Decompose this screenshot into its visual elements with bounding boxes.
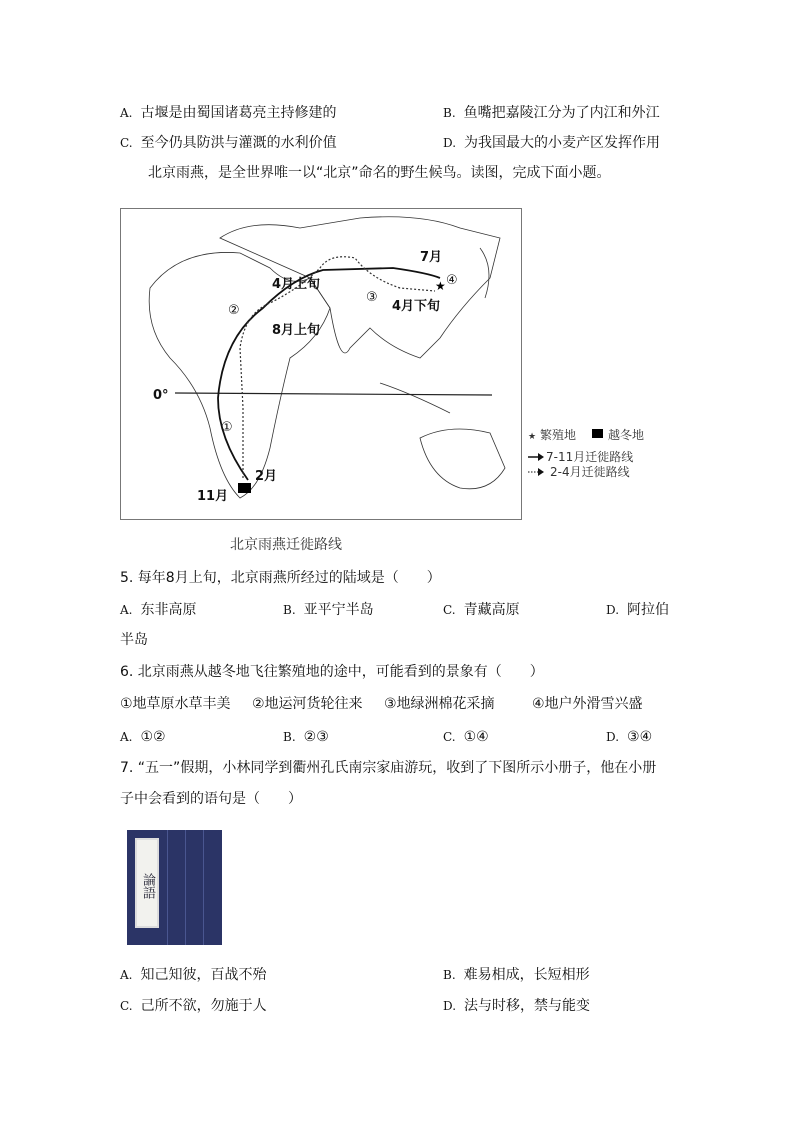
option-letter: B. [443,968,456,982]
option-letter: C. [443,603,456,617]
map-caption: 北京雨燕迁徙路线 [230,537,342,553]
option-letter: D. [606,603,620,617]
q6-item-1: ①地草原水草丰美 [120,696,231,712]
q6-option-a [120,728,166,746]
prev-option-c [120,134,337,152]
breeding-star-icon: ★ [435,279,446,293]
option-letter: B. [443,106,456,120]
option-text: 鱼嘴把嘉陵江分为了内江和外江 [463,105,660,121]
q6-item-4: ④地户外滑雪兴盛 [532,696,643,712]
option-text: 青藏高原 [463,602,520,618]
option-text: 法与时移，禁与能变 [464,998,591,1014]
option-letter: A. [120,603,133,617]
legend-route-jul-nov: 7-11月迁徙路线 [546,450,634,464]
option-text: ③④ [627,729,653,745]
q7-option-a [120,966,266,984]
q5-option-a [120,601,196,619]
legend-breeding: 繁殖地 [540,428,577,442]
legend-wintering-icon [592,429,603,438]
wintering-marker [238,483,251,493]
equator-label: 0° [153,388,169,403]
prev-option-d [443,134,660,152]
option-text: 东非高原 [140,602,197,618]
q5-option-d-wrap: 半岛 [120,632,148,648]
option-letter: B. [283,730,296,744]
option-letter: D. [443,136,457,150]
book-title: 論語 [135,838,159,928]
q7-stem-line2: 子中会看到的语句是（ ） [120,791,302,807]
option-letter: C. [120,999,133,1013]
label-nov: 11月 [197,489,229,504]
q6-item-3: ③地绿洲棉花采摘 [384,696,495,712]
q5-option-c [443,601,520,619]
q7-option-d [443,997,590,1015]
q7-option-c [120,997,267,1015]
q6-option-b [283,728,329,746]
q6-stem: 6. 北京雨燕从越冬地飞往繁殖地的途中，可能看到的景象有（ ） [120,664,544,680]
q6-item-2: ②地运河货轮往来 [252,696,363,712]
option-letter: C. [443,730,456,744]
legend-star-icon: ★ [528,432,537,442]
q7-stem-line1: 7. “五一”假期，小林同学到衢州孔氏南宗家庙游玩，收到了下图所示小册子，他在小册 [120,760,657,776]
marker-2: ② [228,303,240,318]
label-apr-early: 4月上旬 [272,277,321,292]
q6-option-d [606,728,652,746]
marker-1: ① [221,420,233,435]
option-text: 至今仍具防洪与灌溉的水利价值 [140,135,337,151]
label-apr-late: 4月下旬 [392,299,441,314]
option-text: 阿拉伯 [627,602,670,618]
label-aug-early: 8月上旬 [272,323,321,338]
option-text: 己所不欲，勿施于人 [140,998,267,1014]
prev-option-a [120,104,336,122]
q5-stem: 5. 每年8月上旬，北京雨燕所经过的陆域是（ ） [120,570,441,586]
migration-map [120,208,660,558]
option-letter: B. [283,603,296,617]
option-text: 为我国最大的小麦产区发挥作用 [464,135,661,151]
marker-3: ③ [366,290,378,305]
option-text: 知己知彼，百战不殆 [140,967,267,983]
legend-route-feb-apr: 2-4月迁徙路线 [550,465,630,479]
label-feb: 2月 [255,469,278,484]
option-text: 亚平宁半岛 [303,602,374,618]
option-letter: C. [120,136,133,150]
option-letter: D. [443,999,457,1013]
q5-option-b [283,601,374,619]
option-text: 古堰是由蜀国诸葛亮主持修建的 [140,105,337,121]
intro-text: 北京雨燕，是全世界唯一以“北京”命名的野生候鸟。读图，完成下面小题。 [148,165,611,181]
map-legend [528,427,644,479]
option-letter: A. [120,730,133,744]
q5-option-d [606,601,669,619]
option-text: ①④ [463,729,489,745]
analects-booklet-image [127,830,222,945]
label-jul: 7月 [420,250,443,265]
option-text: ①② [140,729,166,745]
option-letter: A. [120,968,133,982]
option-text: 难易相成，长短相形 [463,967,590,983]
q6-option-c [443,728,489,746]
legend-wintering: 越冬地 [608,428,645,442]
option-letter: D. [606,730,620,744]
map-frame [121,209,522,520]
option-letter: A. [120,106,133,120]
prev-option-b [443,104,660,122]
q7-option-b [443,966,590,984]
marker-4: ④ [446,273,458,288]
option-text: ②③ [303,729,329,745]
